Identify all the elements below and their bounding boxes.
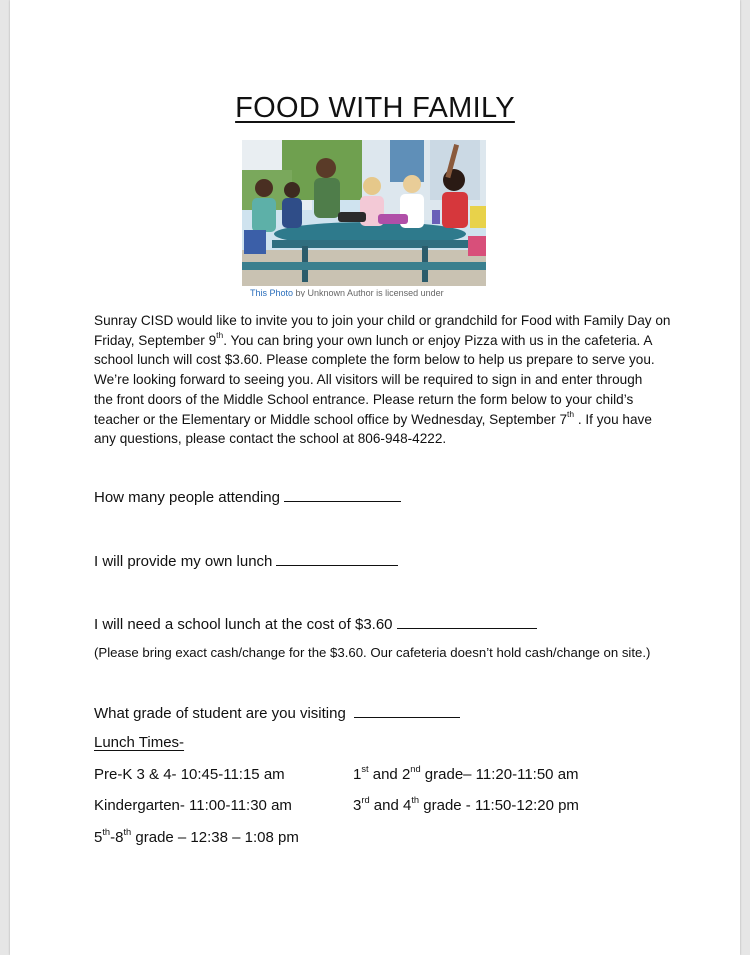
- intro-line: teacher or the Elementary or Middle school office by Wednesday, September 7th . If you have: [94, 409, 652, 427]
- document-page: [10, 0, 740, 955]
- intro-line: Sunray CISD would like to invite you to join your child or grandchild for Food with Family Day on: [94, 313, 671, 328]
- lunch-times-heading: Lunch Times-: [94, 734, 185, 751]
- photo-caption: [250, 289, 490, 297]
- lunch-time-grades-1-2: 1st and 2nd grade– 11:20-11:50 am: [353, 764, 579, 783]
- lunch-time-prek: Pre-K 3 & 4- 10:45-11:15 am: [94, 766, 285, 783]
- lunch-time-kindergarten: Kindergarten- 11:00-11:30 am: [94, 797, 292, 814]
- lunch-time-grades-5-8: 5th-8th grade – 12:38 – 1:08 pm: [94, 827, 299, 846]
- own-lunch-blank[interactable]: [276, 551, 398, 566]
- attending-blank[interactable]: [284, 487, 401, 502]
- intro-line: any questions, please contact the school at 806-948-4222.: [94, 431, 447, 447]
- school-lunch-field: [94, 614, 537, 633]
- document-title: FOOD WITH FAMILY: [235, 92, 515, 124]
- school-lunch-label: I will need a school lunch at the cost of $3.60: [94, 616, 393, 633]
- intro-line: Friday, September 9th. You can bring your own lunch or enjoy Pizza with us in the cafeteria. A: [94, 330, 653, 348]
- photo-caption-text: by Unknown Author is licensed under: [293, 289, 444, 297]
- intro-paragraph: [94, 311, 674, 449]
- intro-line: We’re looking forward to seeing you. All visitors will be required to sign in and enter through: [94, 372, 643, 388]
- intro-line: the front doors of the Middle School entrance. Please return the form below to your child’s: [94, 391, 634, 407]
- school-lunch-blank[interactable]: [397, 614, 537, 629]
- own-lunch-label: I will provide my own lunch: [94, 553, 273, 570]
- cash-note: (Please bring exact cash/change for the $3.60. Our cafeteria doesn’t hold cash/change on site.): [94, 645, 651, 660]
- grade-field: [94, 703, 460, 722]
- lunch-time-grades-3-4: 3rd and 4th grade - 11:50-12:20 pm: [353, 795, 579, 814]
- grade-blank[interactable]: [354, 703, 460, 718]
- attending-field: [94, 487, 401, 506]
- intro-line: school lunch will cost $3.60. Please complete the form below to help us prepare to serve you.: [94, 352, 655, 368]
- own-lunch-field: [94, 551, 398, 570]
- photo-illustration-icon: [242, 140, 486, 286]
- photo-caption-link[interactable]: This Photo: [250, 289, 294, 297]
- grade-label: What grade of student are you visiting: [94, 705, 346, 722]
- kids-picnic-photo: [242, 140, 486, 286]
- attending-label: How many people attending: [94, 489, 280, 506]
